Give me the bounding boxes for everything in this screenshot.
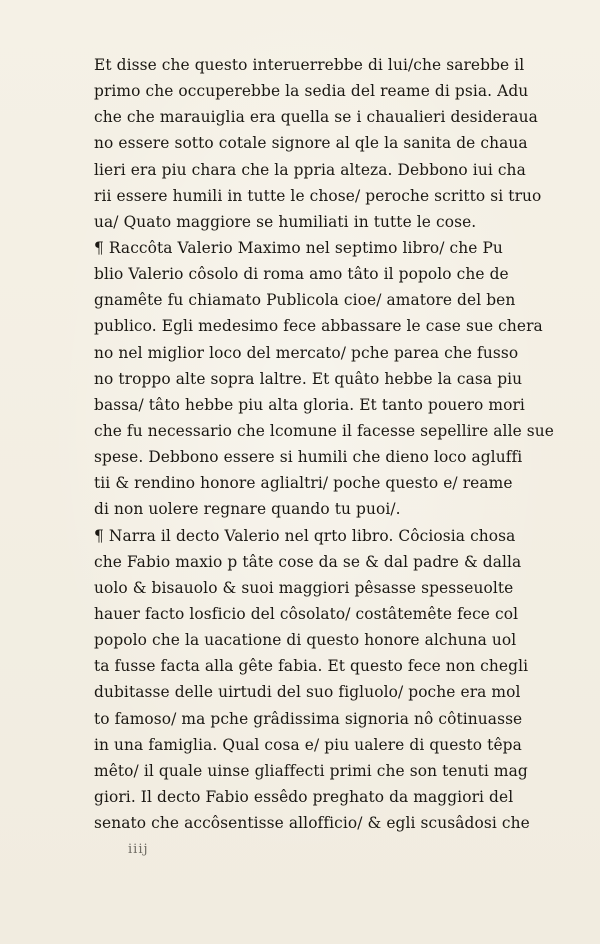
- text-line: Et disse che questo interuerrebbe di lui/che sarebbe il: [94, 56, 525, 74]
- text-line: gnamête fu chiamato Publicola cioe/ amatore del ben: [94, 291, 516, 310]
- text-line: ta fusse facta alla gête fabia. Et questo fece non chegli: [94, 657, 529, 676]
- text-line: lieri era piu chara che la ppria alteza. Debbono iui cha: [94, 160, 526, 179]
- text-line: popolo che la uacatione di questo honore alchuna uol: [94, 631, 517, 650]
- text-line: che che marauiglia era quella se i chaualieri desideraua: [94, 108, 538, 127]
- text-line: no nel miglior loco del mercato/ pche parea che fusso: [94, 343, 519, 362]
- paragraph-start-line: ¶ Raccôta Valerio Maximo nel septimo libro/ che Pu: [94, 238, 503, 257]
- text-line: mêto/ il quale uinse gliaffecti primi che son tenuti mag: [94, 761, 528, 780]
- text-line: blio Valerio côsolo di roma amo tâto il popolo che de: [94, 265, 509, 284]
- text-line: tii & rendino honore aglialtri/ poche questo e/ reame: [94, 474, 513, 493]
- text-line: dubitasse delle uirtudi del suo figluolo/ poche era mol: [94, 683, 521, 702]
- text-line: ua/ Quato maggiore se humiliati in tutte le cose.: [94, 212, 477, 231]
- text-line: giori. Il decto Fabio essêdo preghato da maggiori del: [94, 787, 514, 806]
- text-line: spese. Debbono essere si humili che dieno loco agluffi: [94, 448, 523, 467]
- text-block: [94, 52, 564, 836]
- text-line: uolo & bisauolo & suoi maggiori pêsasse spesseuolte: [94, 578, 514, 597]
- folio-number: iiij: [128, 842, 149, 857]
- text-line: in una famiglia. Qual cosa e/ piu ualere di questo têpa: [94, 735, 522, 754]
- text-line: hauer facto losficio del côsolato/ costâtemête fece col: [94, 604, 519, 623]
- text-line: publico. Egli medesimo fece abbassare le case sue chera: [94, 317, 543, 336]
- text-line: che Fabio maxio p tâte cose da se & dal padre & dalla: [94, 552, 522, 571]
- text-line: primo che occuperebbe la sedia del reame di psia. Adu: [94, 82, 529, 101]
- text-line: bassa/ tâto hebbe piu alta gloria. Et tanto pouero mori: [94, 395, 525, 414]
- text-line: to famoso/ ma pche grâdissima signoria nô côtinuasse: [94, 709, 523, 728]
- text-line: no troppo alte sopra laltre. Et quâto hebbe la casa piu: [94, 369, 523, 388]
- text-line: di non uolere regnare quando tu puoi/.: [94, 500, 401, 519]
- paragraph-start-line: ¶ Narra il decto Valerio nel qrto libro. Côciosia chosa: [94, 526, 516, 545]
- text-line: rii essere humili in tutte le chose/ peroche scritto si truo: [94, 186, 542, 205]
- text-line: senato che accôsentisse allofficio/ & egli scusâdosi che: [94, 814, 530, 833]
- text-line: no essere sotto cotale signore al qle la sanita de chaua: [94, 134, 528, 153]
- text-line: che fu necessario che lcomune il facesse sepellire alle sue: [94, 421, 555, 440]
